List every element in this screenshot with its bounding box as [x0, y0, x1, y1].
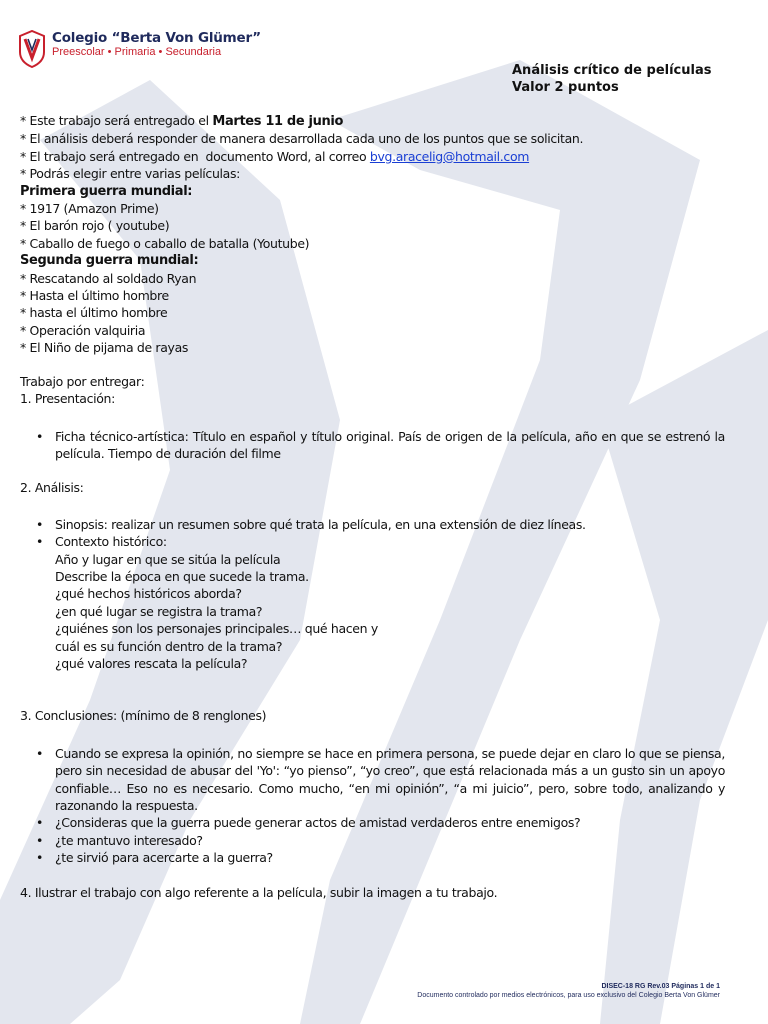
intro-line-1	[20, 112, 725, 130]
intro-line-2: * El análisis deberá responder de manera desarrollada cada uno de los puntos que se solicitan.	[20, 131, 584, 147]
section-2-bullet-context	[55, 533, 725, 672]
footer-control-code: DISEC-18 RG Rev.03 Páginas 1 de 1	[601, 983, 720, 990]
ww1-film-1: * 1917 (Amazon Prime)	[20, 201, 159, 217]
ww2-heading: Segunda guerra mundial:	[20, 253, 199, 269]
context-line-3: Describe la época en que sucede la trama.	[55, 568, 309, 584]
context-line-4: ¿qué hechos históricos aborda?	[55, 586, 242, 602]
work-heading: Trabajo por entregar:	[20, 373, 145, 389]
section-2-heading: 2. Análisis:	[20, 480, 84, 496]
context-line-6: ¿quiénes son los personajes principales… qué hacen y	[55, 621, 378, 637]
due-date: Martes 11 de junio	[212, 114, 344, 129]
section-1-bullet: • Ficha técnico-artística: Título en español y título original. País de origen de la película, año en que se estrenó la película. Tiempo de duración del filme	[55, 428, 725, 463]
ww2-film-5: * El Niño de pijama de rayas	[20, 340, 189, 356]
school-name: Colegio “Berta Von Glümer”	[52, 30, 261, 46]
section-3-bullet-war: • ¿te sirvió para acercarte a la guerra?	[55, 849, 725, 866]
title-line-2: Valor 2 puntos	[512, 80, 619, 95]
section-3-bullet-opinion: • Cuando se expresa la opinión, no siempre se hace en primera persona, se puede dejar en claro lo que se piensa, pero sin necesidad de abusar del 'Yo': “yo pienso”, “yo creo”, que está relacionada más a un gusto sin un apoyo confiable… Eso no es necesario. Como mucho, “en mi opinión”, “a mi juicio”, pero, sobre todo, analizando y razonando la respuesta.	[55, 745, 725, 815]
document-body	[20, 112, 725, 901]
section-3-bullet-friendship: • ¿Consideras que la guerra puede generar actos de amistad verdaderos entre enemigos?	[55, 814, 725, 831]
intro-line-3	[20, 148, 725, 165]
context-line-2: Año y lugar en que se sitúa la película	[55, 551, 281, 567]
document-title	[512, 62, 711, 96]
school-crest-icon	[18, 30, 46, 68]
context-line-5: ¿en qué lugar se registra la trama?	[55, 603, 263, 619]
ww1-heading: Primera guerra mundial:	[20, 183, 193, 199]
ww1-film-2: * El barón rojo ( youtube)	[20, 218, 170, 234]
section-4-heading: 4. Ilustrar el trabajo con algo referente a la película, subir la imagen a tu trabajo.	[20, 884, 498, 900]
ww1-film-3: * Caballo de fuego o caballo de batalla (Youtube)	[20, 235, 310, 251]
context-line-1: • Contexto histórico:	[55, 534, 167, 550]
section-1-heading: 1. Presentación:	[20, 391, 115, 407]
context-line-8: ¿qué valores rescata la película?	[55, 655, 248, 671]
email-link[interactable]: bvg.aracelig@hotmail.com	[369, 148, 530, 164]
document-footer	[417, 982, 720, 1000]
section-3-bullet-interest: • ¿te mantuvo interesado?	[55, 832, 725, 849]
footer-note: Documento controlado por medios electrónicos, para uso exclusivo del Colegio Berta Von Glümer	[417, 992, 720, 999]
ww2-film-2: * Hasta el último hombre	[20, 288, 169, 304]
section-3-heading: 3. Conclusiones: (mínimo de 8 renglones)	[20, 708, 267, 724]
intro-line-4: * Podrás elegir entre varias películas:	[20, 166, 240, 182]
intro-line-1-text: * Este trabajo será entregado el	[20, 113, 213, 128]
intro-line-3-text: * El trabajo será entregado en documento Word, al correo	[20, 148, 370, 164]
ww2-film-3: * hasta el último hombre	[20, 305, 168, 321]
school-levels: Preescolar • Primaria • Secundaria	[52, 46, 222, 58]
context-line-7: cuál es su función dentro de la trama?	[55, 638, 283, 654]
section-2-bullet-synopsis: • Sinopsis: realizar un resumen sobre qué trata la película, en una extensión de diez líneas.	[55, 516, 725, 533]
title-line-1: Análisis crítico de películas	[512, 63, 712, 78]
ww2-film-1: * Rescatando al soldado Ryan	[20, 270, 197, 286]
school-logo	[18, 30, 261, 68]
ww2-film-4: * Operación valquiria	[20, 322, 146, 338]
